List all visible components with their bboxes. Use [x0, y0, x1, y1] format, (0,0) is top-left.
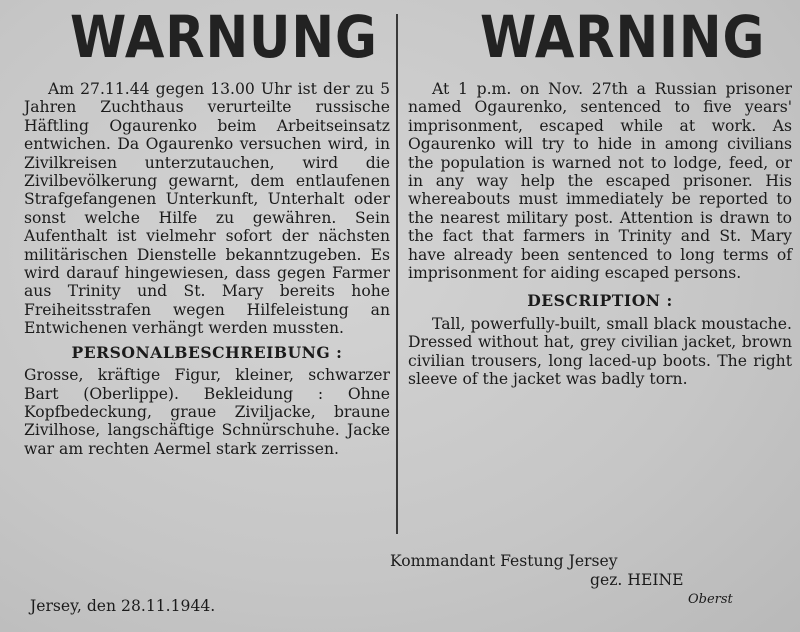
- english-headline: WARNING: [480, 3, 766, 71]
- german-body: Am 27.11.44 gegen 13.00 Uhr ist der zu 5 Jahren Zuchthaus verurteilte russische Häftling Ogaurenko beim Arbeitseinsatz entwichen. Da Ogaurenko versuchen wird, in Zivilkreisen unterzutauchen, wird die Zivilbevölkerung gewarnt, dem entlaufenen Strafgefangenen Unterkunft, Unterhalt oder sonst welche Hilfe zu gewähren. Sein Aufenthalt ist vielmehr sofort der nächsten militärischen Dienstelle bekanntzugeben. Es wird darauf hingewiesen, dass gegen Farmer aus Trinity und St. Mary bereits hohe Freiheitsstrafen wegen Hilfeleistung an Entwichenen verhängt werden mussten.: [24, 80, 390, 338]
- signed-by: gez. HEINE: [590, 571, 684, 589]
- place-date: Jersey, den 28.11.1944.: [30, 597, 216, 615]
- german-column: [24, 80, 390, 458]
- english-body: At 1 p.m. on Nov. 27th a Russian prisoner named Ogaurenko, sentenced to five years' imprisonment, escaped while at work. As Ogaurenko will try to hide in among civilians the population is warned not to lodge, feed, or in any way help the escaped prisoner. His whereabouts must immediately be reported to the nearest military post. Attention is drawn to the fact that farmers in Trinity and St. Mary have already been sentenced to long terms of imprisonment for aiding escaped persons.: [408, 80, 792, 283]
- commander-title: Kommandant Festung Jersey: [390, 552, 618, 570]
- rank-signature: Oberst: [688, 592, 733, 607]
- column-divider: [396, 14, 398, 534]
- english-description: Tall, powerfully-built, small black moustache. Dressed without hat, grey civilian jacket, brown civilian trousers, long laced-up boots. The right sleeve of the jacket was badly torn.: [408, 314, 792, 389]
- german-subheading: PERSONALBESCHREIBUNG :: [71, 342, 343, 362]
- german-description: Grosse, kräftige Figur, kleiner, schwarzer Bart (Oberlippe). Bekleidung : Ohne Kopfbedeckung, graue Ziviljacke, braune Zivilhose, langschäftige Schnürschuhe. Jacke war am rechten Aermel stark zerrissen.: [24, 366, 390, 458]
- english-subheading: DESCRIPTION :: [527, 291, 673, 311]
- english-column: [408, 80, 792, 389]
- german-headline: WARNUNG: [70, 3, 378, 71]
